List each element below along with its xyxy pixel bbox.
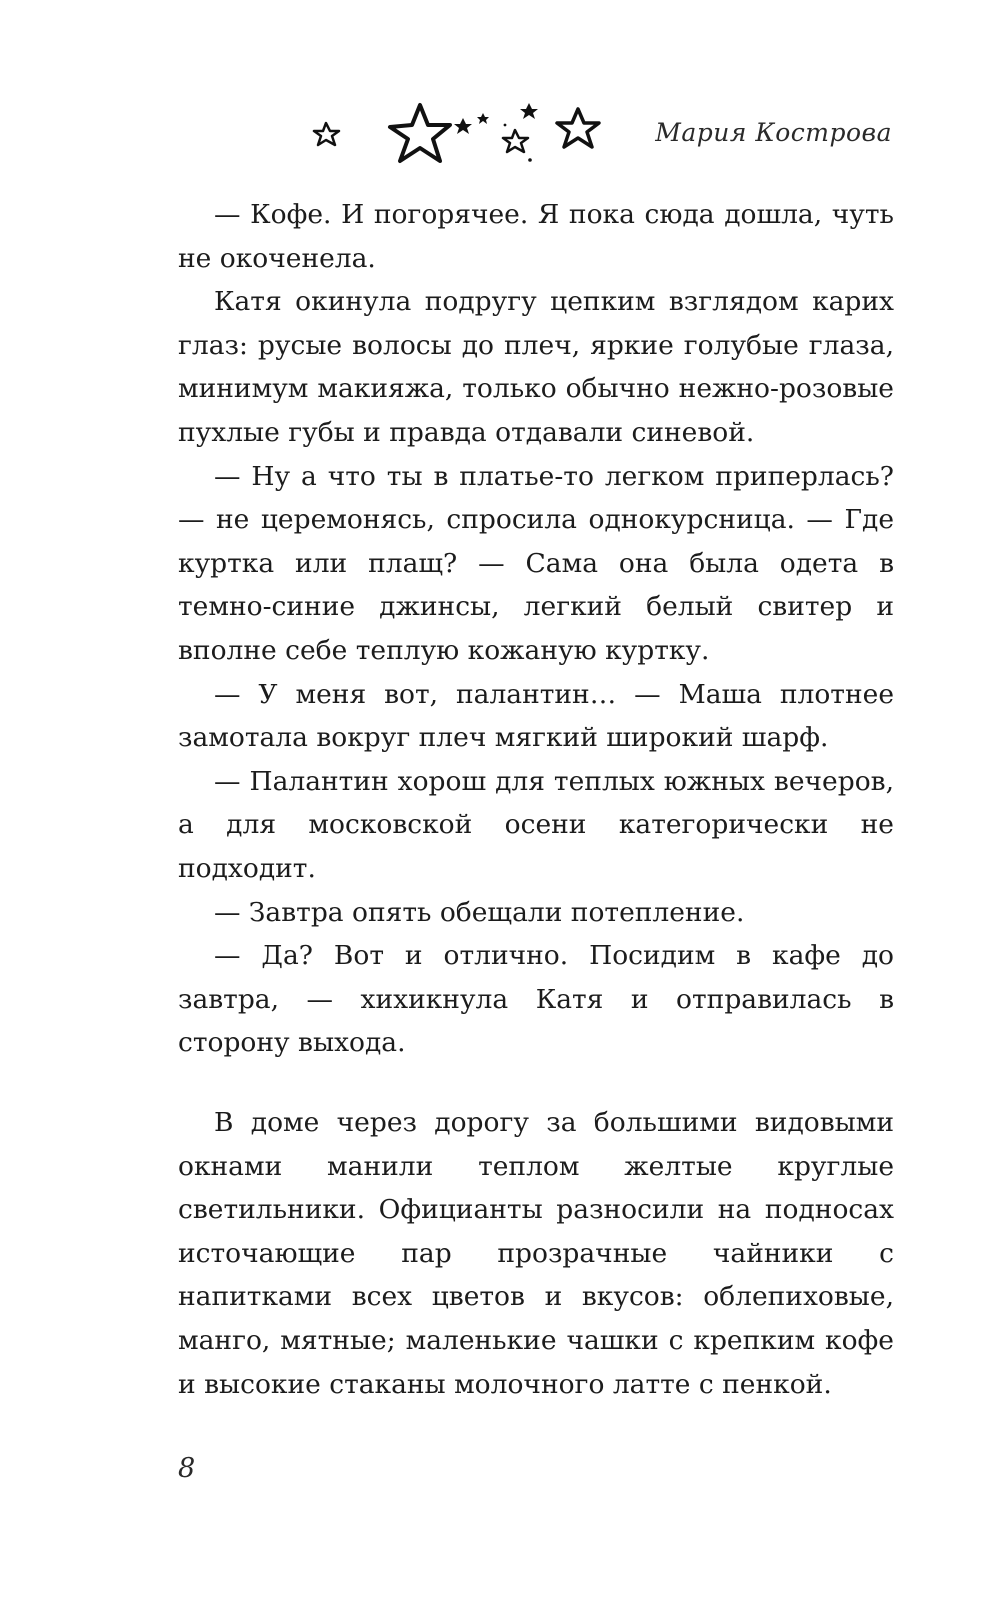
filled-star-icon (520, 103, 538, 119)
small-star-icon (503, 130, 528, 152)
paragraph: — Кофе. И погорячее. Я пока сюда дошла, чуть не окоченела. (178, 199, 894, 274)
filled-star-icon (477, 113, 489, 124)
paragraph: — Палантин хорош для теплых южных вечеров, а для московской осени категорически не подходит. (178, 765, 894, 884)
paragraph: В доме через дорогу за большими видовыми окнами манили теплом желтые круглые светильники. Официанты разносили на подносах источающие пар прозрачные чайники с напитками всех цветов и вкусов: облепиховые, манго, мятные; маленькие чашки с крепким кофе и высокие стаканы молочного латте с пенкой. (178, 1107, 894, 1400)
big-star-icon (390, 105, 450, 161)
dialogue-block (178, 193, 894, 1065)
small-star-icon (314, 123, 339, 145)
paragraph: — Ну а что ты в платье-то легком приперлась? — не церемонясь, спросила однокурсница. — Где куртка или плащ? — Сама она была одета в темно-синие джинсы, легкий белый свитер и вполне себе теплую кожаную куртку. (178, 460, 894, 666)
filled-star-icon (454, 118, 472, 134)
narrative-block (178, 1101, 894, 1406)
outline-star-icon (557, 109, 599, 147)
stars-ornament-icon (300, 95, 630, 185)
paragraph: — Да? Вот и отлично. Посидим в кафе до завтра, — хихикнула Катя и отправилась в сторону выхода. (178, 940, 894, 1059)
paragraph: — У меня вот, палантин… — Маша плотнее замотала вокруг плеч мягкий широкий шарф. (178, 678, 894, 754)
page-number: 8 (178, 1453, 196, 1484)
running-header-author: Мария Кострова (655, 118, 892, 147)
paragraph: — Завтра опять обещали потепление. (214, 896, 745, 928)
paragraph: Катя окинула подругу цепким взглядом карих глаз: русые волосы до плеч, яркие голубые глаза, минимум макияжа, только обычно нежно-розовые пухлые губы и правда отдавали синевой. (178, 286, 894, 448)
